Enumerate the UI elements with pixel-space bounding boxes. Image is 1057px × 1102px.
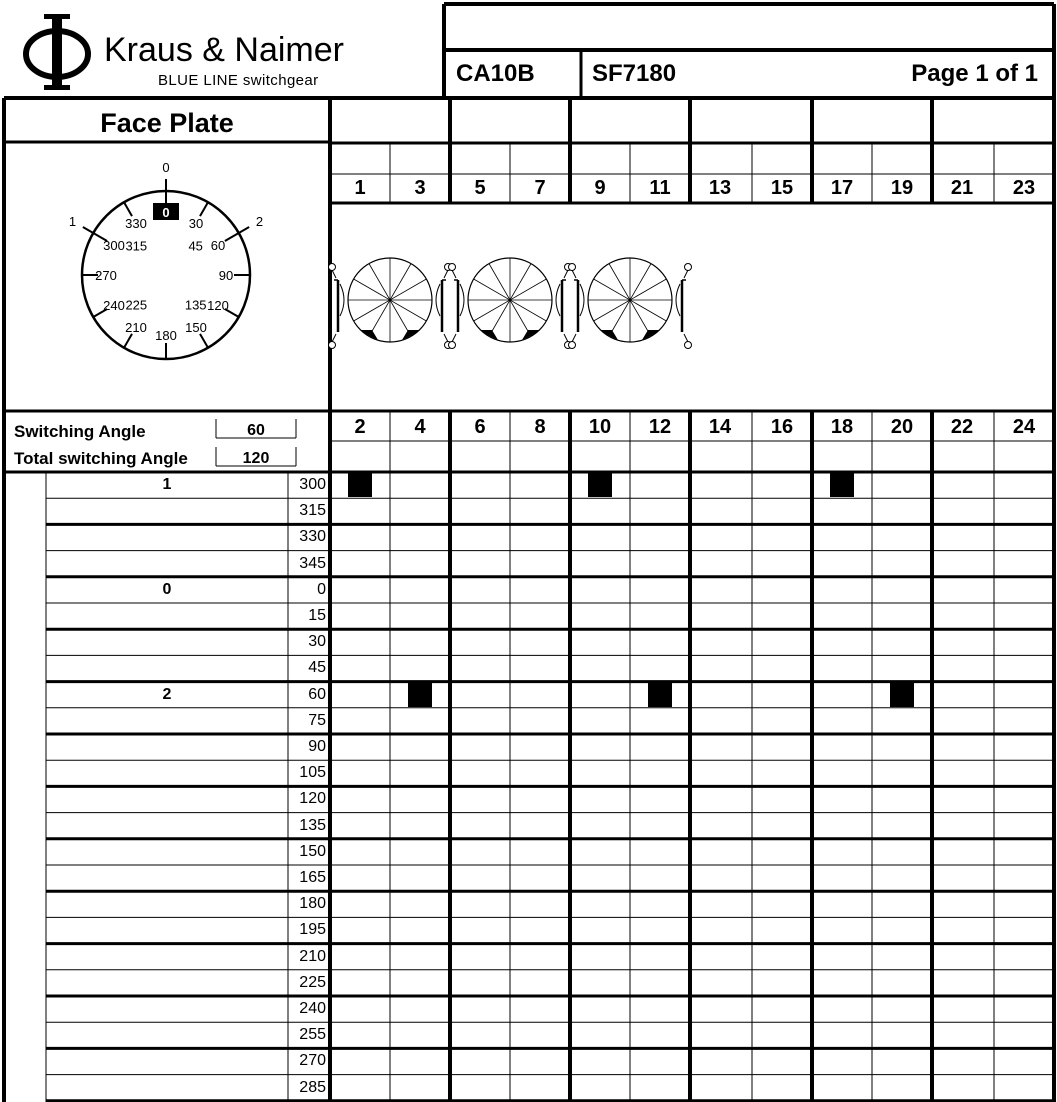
dial-angle-label: 225	[125, 297, 148, 313]
row-angle: 45	[308, 659, 326, 677]
page-indicator: Page 1 of 1	[911, 60, 1038, 87]
face-plate-title: Face Plate	[100, 108, 234, 138]
dial-angle-label: 0	[162, 205, 170, 220]
brand-tagline: BLUE LINE switchgear	[158, 72, 319, 89]
terminal-number: 5	[474, 177, 486, 199]
dial-angle-label: 300	[103, 238, 125, 253]
row-angle: 255	[299, 1026, 326, 1044]
terminal-lead	[452, 270, 456, 278]
terminal-screw	[329, 264, 336, 271]
terminal-lead	[572, 270, 576, 278]
cam-lobe	[360, 330, 378, 340]
contact-closed-marker	[588, 473, 612, 497]
switching-angle-value: 60	[247, 422, 265, 439]
dial-angle-label: 180	[155, 328, 177, 343]
row-angle: 120	[299, 790, 326, 808]
row-angle: 195	[299, 921, 326, 939]
row-angle: 60	[308, 685, 326, 703]
contact-closed-marker	[408, 683, 432, 707]
dial-angle-label: 270	[95, 268, 117, 283]
contact-arc	[436, 284, 440, 316]
terminal-screw	[449, 342, 456, 349]
contact-stage-icon	[449, 258, 572, 349]
row-angle: 105	[299, 764, 326, 782]
terminal-number: 7	[534, 177, 546, 199]
contact-arc	[556, 284, 560, 316]
terminal-number: 21	[950, 177, 974, 199]
row-angle: 30	[308, 633, 326, 651]
dial-angle-label: 330	[125, 216, 147, 232]
terminal-lead	[684, 334, 688, 342]
total-switching-angle-value: 120	[242, 450, 270, 467]
terminal-lead	[572, 334, 576, 342]
terminal-number: 13	[708, 177, 732, 199]
terminal-screw	[685, 264, 692, 271]
terminal-number: 2	[354, 416, 366, 438]
dial-angle-label: 240	[103, 298, 125, 313]
contact-arc	[676, 284, 680, 316]
dial-position-label: 1	[68, 214, 77, 229]
terminal-number: 18	[830, 416, 854, 438]
terminal-screw	[569, 342, 576, 349]
terminal-lead	[564, 334, 568, 342]
terminal-number: 24	[1012, 416, 1036, 438]
row-angle: 210	[299, 947, 326, 965]
total-switching-angle-label: Total switching Angle	[14, 449, 188, 468]
model-code: CA10B	[456, 60, 535, 87]
contact-arc	[340, 284, 344, 316]
dial-angle-label: 30	[188, 216, 204, 232]
dial-position-label: 0	[162, 160, 170, 175]
contact-arc	[460, 284, 464, 316]
contact-stage-icon	[569, 258, 692, 349]
terminal-number: 23	[1012, 177, 1036, 199]
cam-lobe	[642, 330, 660, 340]
terminal-number: 19	[890, 177, 914, 199]
dial-position-label: 2	[255, 214, 264, 229]
dial-angle-label: 60	[210, 238, 226, 253]
contact-closed-marker	[890, 683, 914, 707]
terminal-number: 14	[708, 416, 732, 438]
switching-angle-label: Switching Angle	[14, 422, 146, 441]
contact-closed-marker	[348, 473, 372, 497]
cam-lobe	[522, 330, 540, 340]
terminal-lead	[684, 270, 688, 278]
terminal-number: 6	[474, 416, 486, 438]
row-angle: 165	[299, 869, 326, 886]
row-angle: 225	[299, 973, 326, 991]
row-angle: 240	[299, 1000, 326, 1017]
terminal-number: 16	[770, 416, 794, 438]
terminal-number: 12	[648, 416, 672, 438]
terminal-screw	[569, 264, 576, 271]
terminal-lead	[452, 334, 456, 342]
terminal-lead	[332, 334, 336, 342]
row-angle: 285	[299, 1078, 326, 1096]
dial-angle-label: 45	[188, 238, 203, 254]
program-code: SF7180	[592, 60, 677, 87]
dial-angle-label: 210	[125, 319, 147, 335]
terminal-lead	[564, 270, 568, 278]
terminal-screw	[449, 264, 456, 271]
terminal-number: 11	[649, 177, 671, 199]
row-position-label: 0	[162, 580, 172, 598]
row-angle: 315	[299, 502, 326, 520]
dial-angle-label: 135	[184, 297, 207, 313]
terminal-number: 3	[414, 177, 426, 199]
terminal-number: 10	[588, 416, 612, 438]
row-position-label: 1	[162, 476, 172, 493]
terminal-lead	[332, 270, 336, 278]
row-angle: 300	[299, 476, 326, 493]
terminal-lead	[444, 270, 448, 278]
terminal-number: 20	[890, 416, 914, 438]
cam-lobe	[480, 330, 498, 340]
terminal-number: 17	[830, 177, 854, 199]
dial-angle-label: 150	[185, 319, 207, 335]
terminal-screw	[685, 342, 692, 349]
dial-angle-label: 315	[125, 238, 148, 254]
contact-stage-icon	[329, 258, 452, 349]
row-angle: 270	[299, 1052, 326, 1070]
terminal-lead	[444, 334, 448, 342]
terminal-number: 1	[354, 177, 366, 199]
terminal-number: 9	[594, 177, 606, 199]
terminal-number: 15	[770, 177, 794, 199]
dial-angle-label: 90	[218, 268, 234, 283]
row-angle: 135	[299, 816, 326, 834]
row-angle: 90	[308, 738, 326, 755]
contact-closed-marker	[648, 683, 672, 707]
terminal-number: 22	[950, 416, 974, 438]
row-angle: 345	[299, 554, 326, 572]
terminal-number: 8	[534, 416, 546, 438]
row-angle: 150	[299, 842, 326, 860]
row-angle: 15	[308, 607, 326, 624]
terminal-screw	[329, 342, 336, 349]
row-angle: 180	[299, 895, 326, 913]
terminal-number: 4	[414, 416, 426, 438]
brand-name: Kraus & Naimer	[104, 31, 344, 69]
contact-closed-marker	[830, 473, 854, 497]
row-position-label: 2	[162, 685, 172, 703]
dial-angle-label: 120	[207, 298, 229, 313]
row-angle: 0	[317, 580, 326, 598]
cam-lobe	[600, 330, 618, 340]
row-angle: 330	[299, 528, 326, 546]
cam-lobe	[402, 330, 420, 340]
contact-arc	[580, 284, 584, 316]
row-angle: 75	[308, 711, 326, 729]
